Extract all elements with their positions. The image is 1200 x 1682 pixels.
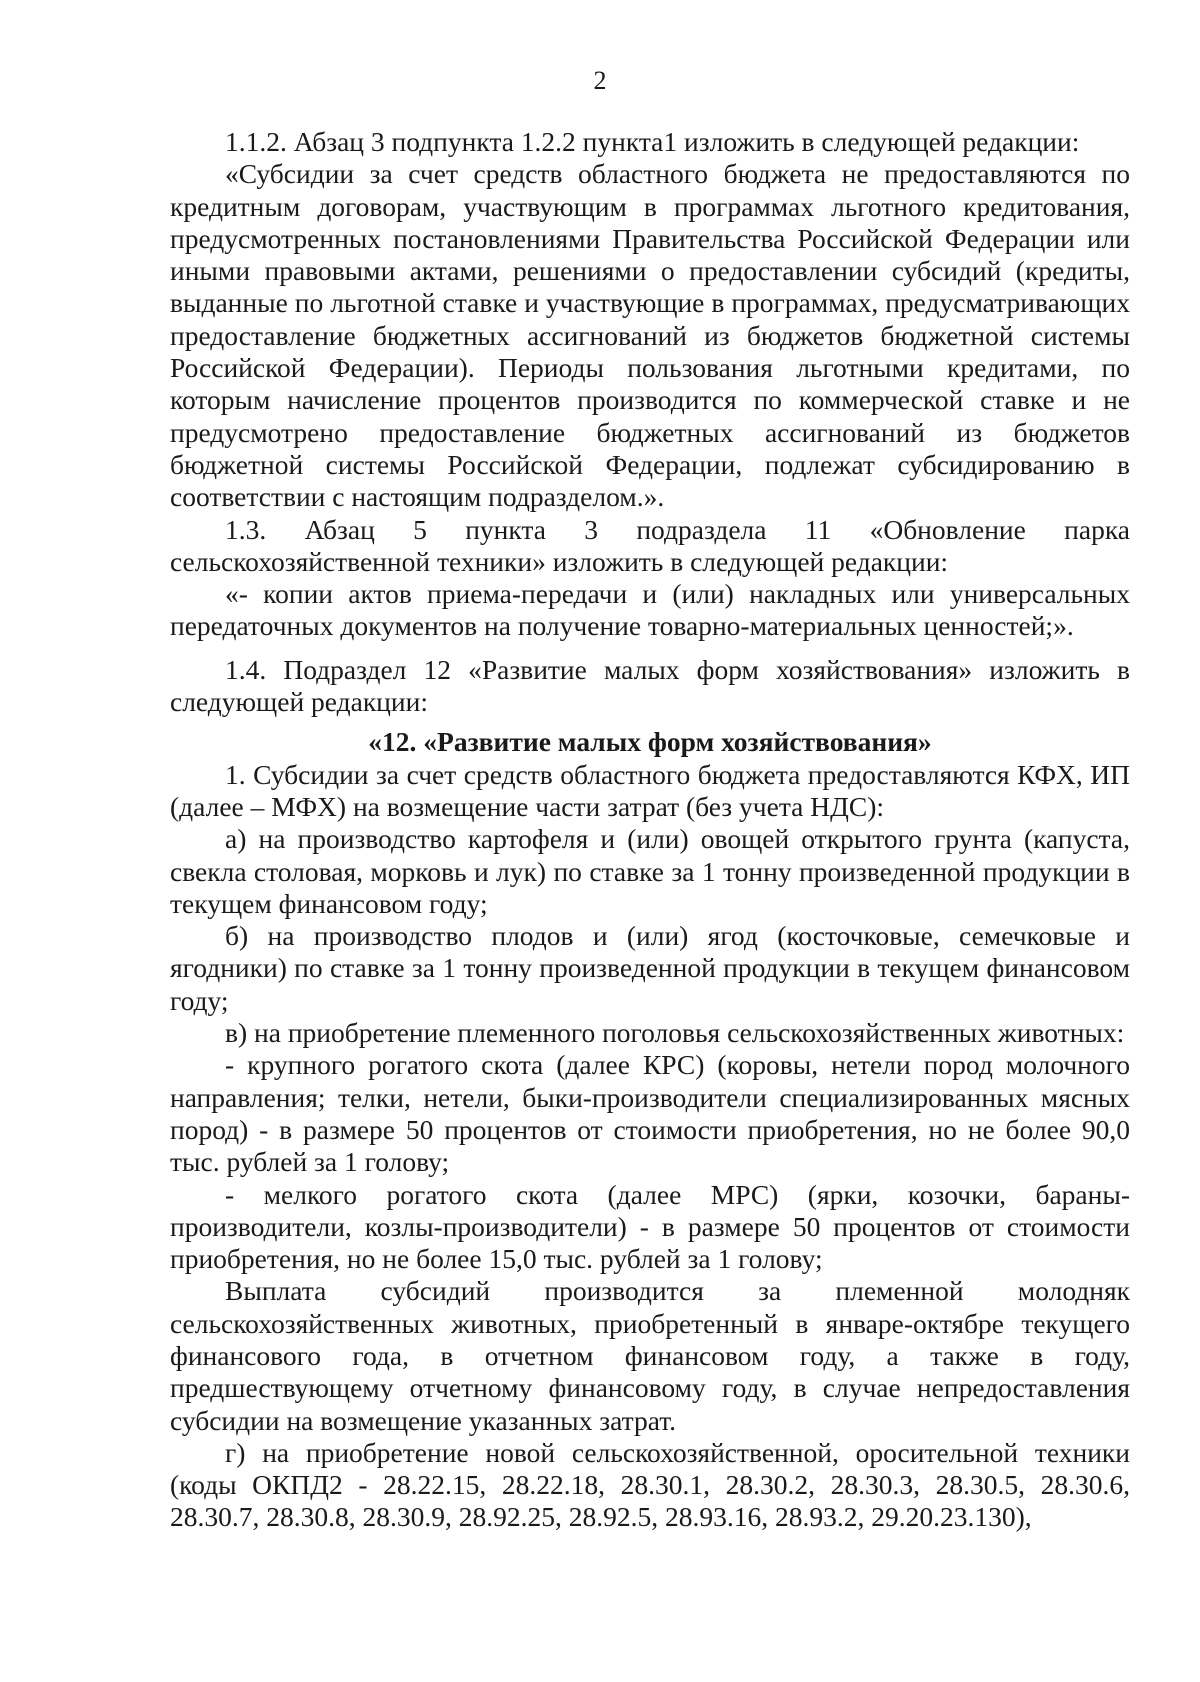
paragraph-item-a: а) на производство картофеля и (или) овощей открытого грунта (капуста, свекла столовая, морковь и лук) по ставке за 1 тонну произведенной продукции в текущем финансовом году; <box>170 823 1130 919</box>
paragraph-1-4: 1.4. Подраздел 12 «Развитие малых форм хозяйствования» изложить в следующей редакции: <box>170 653 1130 718</box>
paragraph-1-1-2: 1.1.2. Абзац 3 подпункта 1.2.2 пункта1 изложить в следующей редакции: <box>225 126 1080 157</box>
paragraph-krs: - крупного рогатого скота (далее КРС) (коровы, нетели пород молочного направления; телки, нетели, быки-производители специализированных мясных пород) - в размере 50 процентов от стоимости приобретения, но не более 90,0 тыс. рублей за 1 голову; <box>170 1049 1130 1178</box>
paragraph-subsidy-quote: «Субсидии за счет средств областного бюджета не предоставляются по кредитным договорам, участвующим в программах льготного кредитования, предусмотренных постановлениями Правительства Российской Федерации или иными правовыми актами, решениями о предоставлении субсидий (кредиты, выданные по льготной ставке и участвующие в программах, предусматривающих предоставление бюджетных ассигнований из бюджетов бюджетной системы Российской Федерации). Периоды пользования льготными кредитами, по которым начисление процентов производится по коммерческой ставке и не предусмотрено предоставление бюджетных ассигнований из бюджетов бюджетной системы Российской Федерации, подлежат субсидированию в соответствии с настоящим подразделом.». <box>170 158 1130 513</box>
paragraph-1-3: 1.3. Абзац 5 пункта 3 подраздела 11 «Обновление парка сельскохозяйственной техники» изложить в следующей редакции: <box>170 513 1130 577</box>
paragraph-mrs: - мелкого рогатого скота (далее МРС) (ярки, козочки, бараны-производители, козлы-производители) - в размере 50 процентов от стоимости приобретения, но не более 15,0 тыс. рублей за 1 голову; <box>170 1178 1130 1275</box>
paragraph-acts-quote: «- копии актов приема-передачи и (или) накладных или универсальных передаточных документов на получение товарно-материальных ценностей;». <box>170 578 1130 642</box>
paragraph-payment: Выплата субсидий производится за племенной молодняк сельскохозяйственных животных, приобретенный в январе-октябре текущего финансового года, в отчетном финансовом году, а также в году, предшествующему отчетному финансовому году, в случае непредоставления субсидии на возмещение указанных затрат. <box>170 1275 1130 1436</box>
paragraph-item-b: б) на производство плодов и (или) ягод (косточковые, семечковые и ягодники) по ставке за 1 тонну произведенной продукции в текущем финансовом году; <box>170 920 1130 1016</box>
section-heading: «12. «Развитие малых форм хозяйствования» <box>368 726 932 758</box>
paragraph-item-1: 1. Субсидии за счет средств областного бюджета предоставляются КФХ, ИП (далее – МФХ) на возмещение части затрат (без учета НДС): <box>170 758 1130 822</box>
paragraph-item-v: в) на приобретение племенного поголовья сельскохозяйственных животных: <box>225 1017 1125 1049</box>
page-number: 2 <box>593 66 607 95</box>
document-body <box>170 126 1130 1534</box>
paragraph-item-g: г) на приобретение новой сельскохозяйственной, оросительной техники (коды ОКПД2 - 28.22.15, 28.22.18, 28.30.1, 28.30.2, 28.30.3, 28.30.5, 28.30.6, 28.30.7, 28.30.8, 28.30.9, 28.92.25, 28.92.5, 28.93.16, 28.93.2, 29.20.23.130), <box>170 1436 1130 1533</box>
